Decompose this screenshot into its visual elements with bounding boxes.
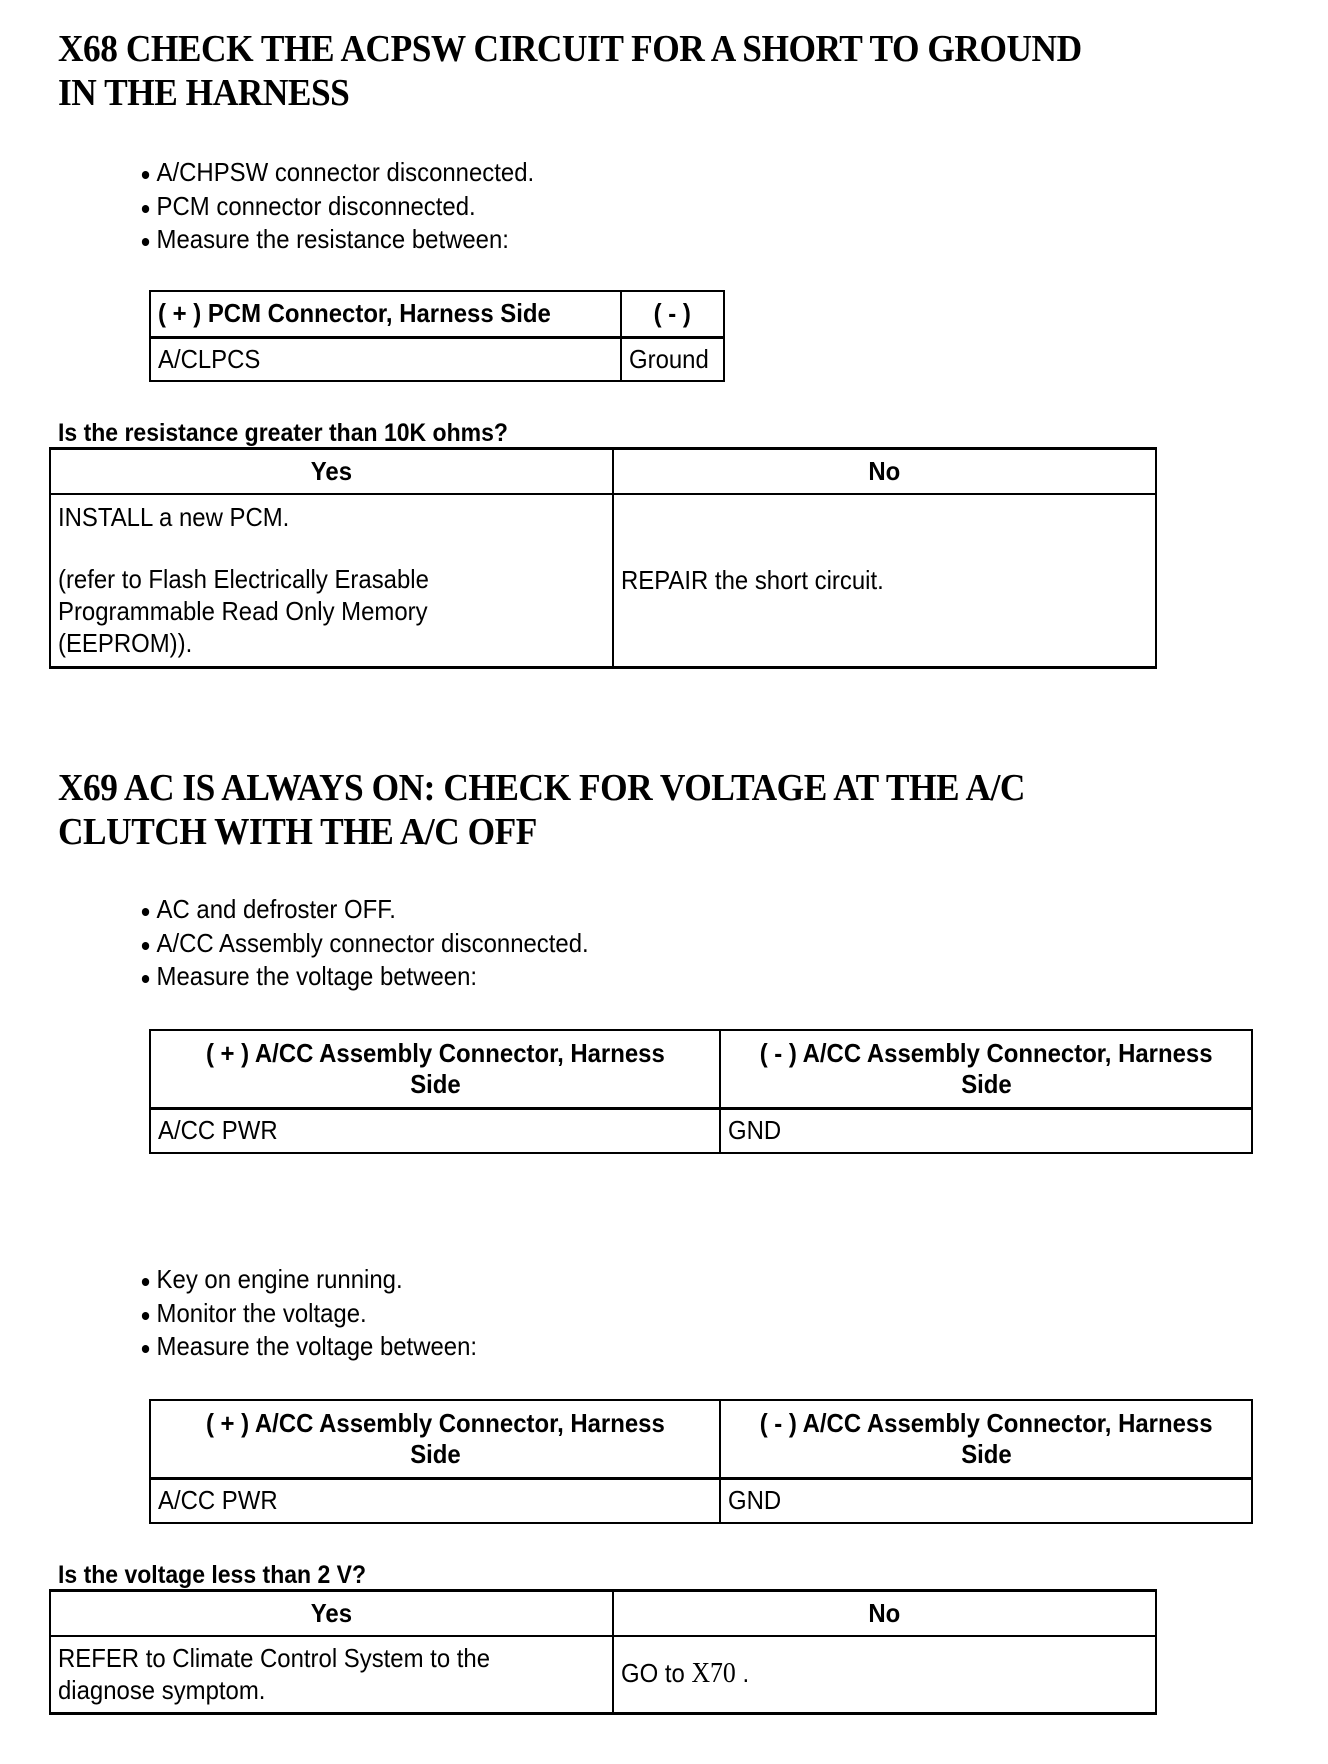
no-header: No [613,1591,1156,1636]
yes-header: Yes [50,1591,613,1636]
no-action-suffix: . [735,1658,750,1689]
step-item: AC and defroster OFF. [140,893,589,927]
column-header: ( + ) A/CC Assembly Connector, Harness Side [150,1030,720,1108]
x69-measure-table-2 [149,1399,1253,1524]
table-cell: A/CLPCS [150,337,621,381]
goto-x70-link[interactable]: X70 [691,1658,736,1690]
no-action-text: GO to [621,1658,692,1689]
table-cell: A/CC PWR [150,1478,720,1523]
no-header: No [613,449,1156,494]
column-header: ( - ) A/CC Assembly Connector, Harness Side [720,1400,1252,1478]
table-cell: A/CC PWR [150,1108,720,1153]
x68-step-list [140,156,568,257]
heading-line-1: X69 AC IS ALWAYS ON: CHECK FOR VOLTAGE AT THE A/C [58,767,1025,809]
x68-measure-table [149,290,725,382]
yes-header: Yes [50,449,613,494]
x69-step-list [140,893,628,994]
yes-action: diagnose symptom. [58,1675,266,1706]
heading-line-1: X68 CHECK THE ACPSW CIRCUIT FOR A SHORT TO GROUND [58,28,1082,70]
heading-line-2: CLUTCH WITH THE A/C OFF [58,811,537,853]
step-item: Measure the voltage between: [140,960,589,994]
yes-action-cell [50,1636,613,1714]
yes-action-cell [50,494,613,668]
no-action-cell [613,494,1156,668]
x68-decision-table [49,447,1157,669]
table-cell: Ground [621,337,724,381]
step-item: A/CHPSW connector disconnected. [140,156,534,190]
section-heading-x68 [58,27,1267,115]
table-cell: GND [720,1478,1252,1523]
yes-note: (refer to Flash Electrically Erasable [58,563,429,594]
column-header: ( - ) [621,291,724,337]
step-item: Key on engine running. [140,1263,477,1297]
x69-measure-table-1 [149,1029,1253,1154]
yes-action: INSTALL a new PCM. [58,501,290,532]
section-heading-x69 [58,766,1267,854]
column-header: ( + ) A/CC Assembly Connector, Harness Side [150,1400,720,1478]
step-item: PCM connector disconnected. [140,190,534,224]
x69-question: Is the voltage less than 2 V? [58,1561,367,1589]
heading-line-2: IN THE HARNESS [58,72,350,114]
table-cell: GND [720,1108,1252,1153]
yes-action: REFER to Climate Control System to the [58,1643,491,1674]
no-action-cell [613,1636,1156,1714]
step-item: Monitor the voltage. [140,1297,477,1331]
step-item: Measure the resistance between: [140,223,534,257]
yes-note: (EEPROM)). [58,627,193,658]
x68-question: Is the resistance greater than 10K ohms? [58,419,508,447]
column-header: ( - ) A/CC Assembly Connector, Harness Side [720,1030,1252,1108]
step-item: Measure the voltage between: [140,1330,477,1364]
x69-decision-table [49,1589,1157,1715]
no-action: REPAIR the short circuit. [621,564,884,595]
x69-step-list-2 [140,1263,506,1364]
yes-note: Programmable Read Only Memory [58,595,428,626]
column-header: ( + ) PCM Connector, Harness Side [150,291,621,337]
step-item: A/CC Assembly connector disconnected. [140,927,589,961]
